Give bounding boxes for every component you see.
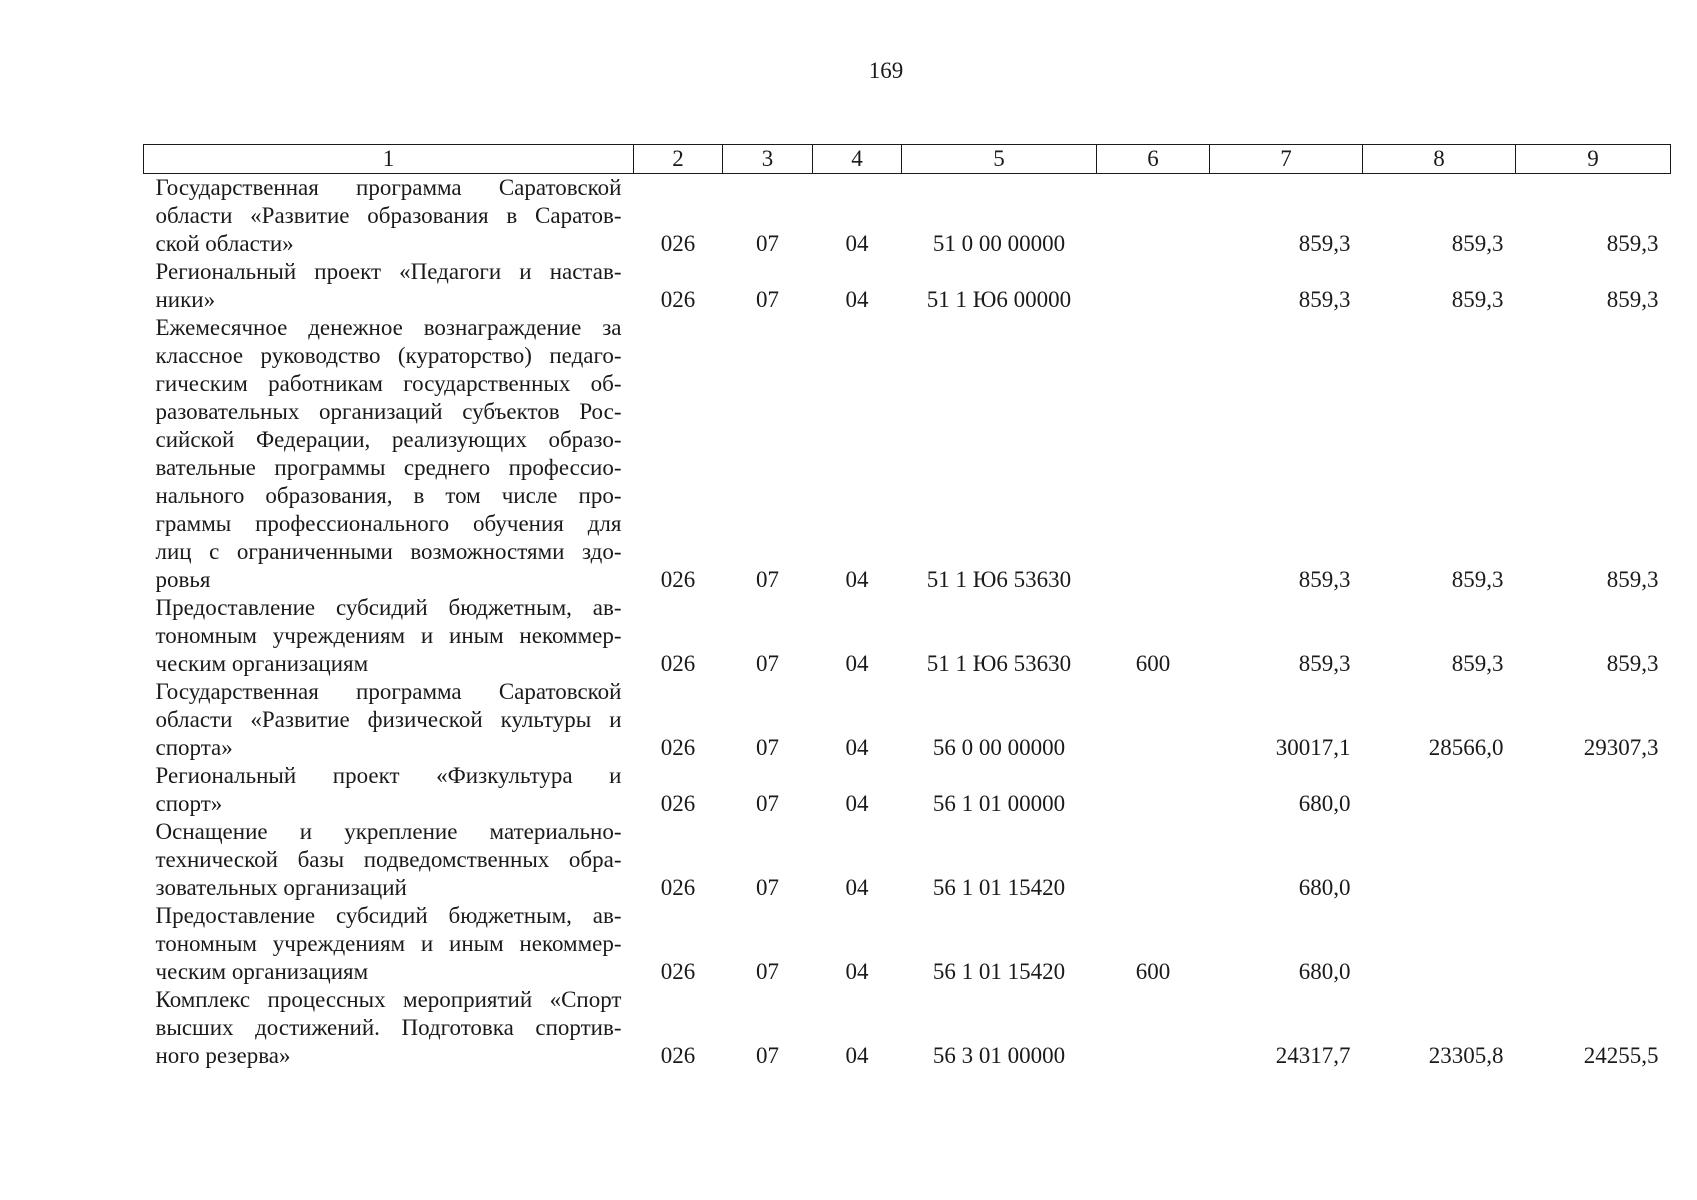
cell-amount-year-2: 23305,8 [1428,1043,1504,1068]
cell-target-article: 51 1 Ю6 53630 [926,651,1072,676]
cell-amount-year-3: 859,3 [1606,231,1659,256]
cell-amount-year-3: 859,3 [1606,651,1659,676]
cell-amount-year-3 [1516,762,1671,818]
cell-razdel: 07 [756,735,779,760]
cell-amount-year-1: 680,0 [1298,959,1351,984]
cell-expense-type: 600 [1135,959,1171,984]
table-row [144,986,1671,1070]
cell-amount-year-3 [1516,818,1671,902]
cell-expense-type [1097,258,1210,314]
description-line: Государственная программа Саратовской [155,679,622,704]
cell-podrazdel: 04 [845,231,869,256]
cell-amount-year-1: 859,3 [1298,287,1351,312]
cell-glava: 026 [660,1043,696,1068]
description-line: технической базы подведомственных обра- [155,847,622,872]
col-header-3: 3 [723,145,813,174]
cell-target-article: 51 1 Ю6 00000 [926,287,1072,312]
table-body [144,174,1671,1071]
header-row [144,145,1671,174]
description-line: Государственная программа Саратовской [155,175,622,200]
cell-target-article: 51 1 Ю6 53630 [926,567,1072,592]
table-row [144,902,1671,986]
cell-amount-year-3: 859,3 [1606,567,1659,592]
description-line: зовательных организаций [155,875,407,900]
description-line: Региональный проект «Педагоги и настав- [155,259,622,284]
cell-amount-year-2: 859,3 [1451,567,1504,592]
cell-target-article: 56 3 01 00000 [932,1043,1066,1068]
description-line: Предоставление субсидий бюджетным, ав- [155,903,622,928]
cell-podrazdel: 04 [845,735,869,760]
cell-razdel: 07 [756,875,779,900]
table-row [144,174,1671,259]
cell-amount-year-3: 24255,5 [1583,1043,1659,1068]
cell-amount-year-3: 29307,3 [1583,735,1659,760]
cell-razdel: 07 [756,959,779,984]
cell-target-article: 56 0 00 00000 [932,735,1066,760]
description-line: ческим организациям [155,651,369,676]
cell-glava: 026 [660,791,696,816]
table-row [144,678,1671,762]
row-description [144,818,634,902]
col-header-7: 7 [1210,145,1363,174]
cell-amount-year-2: 859,3 [1451,287,1504,312]
row-description [144,986,634,1070]
cell-amount-year-1: 859,3 [1298,651,1351,676]
col-header-9: 9 [1516,145,1671,174]
cell-razdel: 07 [756,651,779,676]
cell-glava: 026 [660,231,696,256]
cell-glava: 026 [660,959,696,984]
description-line: спорт» [155,791,223,816]
cell-expense-type [1097,818,1210,902]
description-line: вательные программы среднего профессио- [155,455,622,480]
cell-amount-year-3 [1516,902,1671,986]
description-line: ческим организациям [155,959,369,984]
cell-razdel: 07 [756,287,779,312]
cell-expense-type [1097,986,1210,1070]
col-header-6: 6 [1097,145,1210,174]
cell-amount-year-1: 30017,1 [1275,735,1351,760]
cell-target-article: 51 0 00 00000 [932,231,1066,256]
cell-amount-year-1: 859,3 [1298,567,1351,592]
cell-amount-year-2: 28566,0 [1428,735,1504,760]
cell-amount-year-1: 680,0 [1298,875,1351,900]
cell-expense-type [1097,174,1210,259]
table-row [144,818,1671,902]
cell-razdel: 07 [756,791,779,816]
description-line: разовательных организаций субъектов Рос- [155,399,622,424]
cell-amount-year-2: 859,3 [1451,651,1504,676]
cell-glava: 026 [660,735,696,760]
col-header-2: 2 [634,145,723,174]
cell-amount-year-2 [1363,902,1516,986]
cell-podrazdel: 04 [845,875,869,900]
row-description [144,258,634,314]
cell-target-article: 56 1 01 15420 [932,959,1066,984]
cell-amount-year-1: 24317,7 [1275,1043,1351,1068]
cell-podrazdel: 04 [845,287,869,312]
row-description [144,902,634,986]
cell-amount-year-1: 680,0 [1298,791,1351,816]
description-line: ного резерва» [155,1043,291,1068]
table-row [144,594,1671,678]
cell-expense-type [1097,678,1210,762]
cell-razdel: 07 [756,231,779,256]
row-description [144,594,634,678]
description-line: спорта» [155,735,233,760]
description-line: Комплекс процессных мероприятий «Спорт [155,987,622,1012]
cell-glava: 026 [660,875,696,900]
description-line: классное руководство (кураторство) педаго- [155,343,622,368]
description-line: Ежемесячное денежное вознаграждение за [155,315,622,340]
cell-expense-type: 600 [1135,651,1171,676]
cell-razdel: 07 [756,567,779,592]
cell-glava: 026 [660,567,696,592]
table-row [144,258,1671,314]
description-line: сийской Федерации, реализующих образо- [155,427,622,452]
description-line: высших достижений. Подготовка спортив- [155,1015,622,1040]
description-line: тономным учреждениям и иным некоммер- [155,931,622,956]
row-description [144,762,634,818]
description-line: ской области» [155,231,294,256]
description-line: Предоставление субсидий бюджетным, ав- [155,595,622,620]
cell-podrazdel: 04 [845,959,869,984]
cell-glava: 026 [660,287,696,312]
page-number: 169 [868,58,904,83]
col-header-4: 4 [813,145,902,174]
cell-expense-type [1097,314,1210,594]
description-line: области «Развитие физической культуры и [155,707,622,732]
cell-podrazdel: 04 [845,791,869,816]
description-line: Оснащение и укрепление материально- [155,819,622,844]
table-row [144,762,1671,818]
cell-podrazdel: 04 [845,567,869,592]
col-header-5: 5 [902,145,1097,174]
description-line: ровья [155,567,211,592]
budget-table [143,144,1671,1070]
cell-amount-year-2 [1363,818,1516,902]
description-line: нального образования, в том числе про- [155,483,622,508]
row-description [144,174,634,259]
description-line: ники» [155,287,216,312]
description-line: лиц с ограниченными возможностями здо- [155,539,622,564]
table-row [144,314,1671,594]
row-description [144,678,634,762]
cell-podrazdel: 04 [845,651,869,676]
description-line: Региональный проект «Физкультура и [155,763,622,788]
cell-podrazdel: 04 [845,1043,869,1068]
cell-expense-type [1097,762,1210,818]
description-line: гическим работникам государственных об- [155,371,622,396]
col-header-8: 8 [1363,145,1516,174]
cell-amount-year-3: 859,3 [1606,287,1659,312]
row-description [144,314,634,594]
cell-target-article: 56 1 01 00000 [932,791,1066,816]
cell-amount-year-2 [1363,762,1516,818]
cell-amount-year-2: 859,3 [1451,231,1504,256]
description-line: тономным учреждениям и иным некоммер- [155,623,622,648]
description-line: граммы профессионального обучения для [155,511,622,536]
description-line: области «Развитие образования в Саратов- [155,203,622,228]
cell-razdel: 07 [756,1043,779,1068]
cell-glava: 026 [660,651,696,676]
cell-target-article: 56 1 01 15420 [932,875,1066,900]
col-header-1: 1 [144,145,634,174]
cell-amount-year-1: 859,3 [1298,231,1351,256]
